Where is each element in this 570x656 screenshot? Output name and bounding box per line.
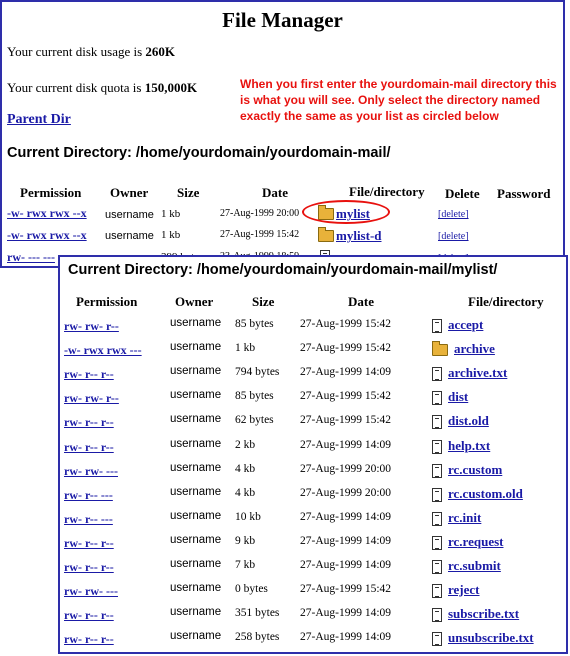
col-header-file-directory: File/directory [468,294,544,309]
file-name-link[interactable]: reject [448,582,480,598]
file-icon [432,391,442,405]
date-cell: 27-Aug-1999 20:00 [300,486,392,499]
current-directory-label: Current Directory: /home/yourdomain/yourdomain-mail/ [7,145,391,161]
file-icon [432,319,442,333]
delete-link[interactable]: [delete] [438,209,469,220]
table-row [60,558,566,582]
file-entry[interactable] [432,486,523,502]
permission-link[interactable]: rw- r-- --- [64,511,113,526]
file-manager-window [0,0,565,268]
table-row [60,534,566,558]
date-cell: 27-Aug-1999 15:42 [300,414,392,427]
size-cell: 85 bytes [235,318,274,330]
size-cell: 4 kb [235,486,256,499]
col-header-size: Size [252,294,275,309]
parent-dir-link[interactable]: Parent Dir [7,112,71,127]
file-name-link[interactable]: rc.submit [448,558,501,573]
permission-link[interactable]: rw- rw- r-- [64,319,119,333]
permission-link[interactable]: -w- rwx rwx --- [64,343,142,358]
date-cell: 27-Aug-1999 14:09 [300,607,392,620]
permission-link[interactable]: rw- rw- --- [64,584,118,599]
owner-cell: username [170,558,222,570]
file-icon [432,632,442,646]
file-entry[interactable] [432,630,534,646]
col-header-permission: Permission [76,294,138,309]
permission-link[interactable]: rw- r-- r-- [64,608,114,623]
top-row-date: 27-Aug-1999 15:42 [220,229,300,240]
file-entry[interactable] [432,438,490,454]
date-cell: 27-Aug-1999 14:09 [300,631,392,644]
col-header-size: Size [177,185,200,200]
size-cell: 2 kb [235,438,256,451]
date-cell: 27-Aug-1999 14:09 [300,366,392,379]
date-cell: 27-Aug-1999 14:09 [300,438,392,451]
file-name-link[interactable]: unsubscribe.txt [448,630,534,646]
owner-cell: username [170,461,222,474]
file-entry[interactable] [432,558,501,574]
owner-cell: username [170,365,222,378]
top-row-name-link[interactable]: mylist-d [336,228,382,243]
permission-link[interactable]: rw- r-- r-- [64,632,114,647]
owner-cell: username [170,606,222,619]
top-row-permission-link[interactable]: -w- rwx rwx --x [7,206,87,220]
size-cell: 7 kb [235,559,256,571]
file-entry[interactable] [432,462,502,478]
file-entry[interactable] [432,606,519,622]
date-cell: 27-Aug-1999 14:09 [300,534,392,547]
size-cell: 9 kb [235,534,256,547]
file-name-link[interactable]: archive.txt [448,365,508,381]
col-header-owner: Owner [175,294,214,309]
file-icon [432,415,442,429]
top-row-owner: username [105,230,154,242]
col-header-date: Date [348,294,374,309]
permission-link[interactable]: rw- r-- r-- [64,415,114,430]
disk-quota-line [7,80,197,96]
disk-usage-label: Your current disk usage is [7,44,146,59]
table-row [60,582,566,606]
file-entry[interactable] [432,534,503,550]
size-cell: 10 kb [235,510,261,523]
date-cell: 27-Aug-1999 14:09 [300,559,392,571]
size-cell: 351 bytes [235,607,280,620]
date-cell: 27-Aug-1999 15:42 [300,390,392,403]
size-cell: 4 kb [235,462,256,475]
date-cell: 27-Aug-1999 15:42 [300,583,392,596]
owner-cell: username [170,582,222,595]
top-row-permission-link[interactable]: rw- --- --- [7,250,55,264]
file-icon [432,584,442,598]
table-row [60,341,566,365]
file-icon [432,512,442,526]
owner-cell: username [170,485,222,498]
page-title: File Manager [222,8,343,32]
size-cell: 1 kb [235,342,256,355]
file-name-link[interactable]: dist [448,389,469,405]
file-icon [432,367,442,381]
disk-usage-line [7,44,175,60]
file-name-link[interactable]: help.txt [448,437,491,453]
highlight-circle [302,200,390,224]
permission-link[interactable]: rw- r-- r-- [64,535,114,550]
folder-icon [432,344,448,356]
top-row-size: 1 kb [161,208,181,220]
size-cell: 794 bytes [235,366,280,379]
file-icon [432,536,442,550]
date-cell: 27-Aug-1999 15:42 [300,318,392,330]
table-row [60,462,566,486]
file-name-link[interactable]: rc.custom.old [448,485,523,501]
delete-link[interactable]: [delete] [438,231,469,242]
file-entry[interactable] [432,341,495,357]
col-header-file-directory: File/directory [349,184,425,199]
file-entry[interactable] [432,510,481,526]
col-header-date: Date [262,185,288,200]
size-cell: 0 bytes [235,583,268,596]
table-row [60,365,566,389]
size-cell: 62 bytes [235,414,274,427]
top-row-owner: username [105,209,154,221]
col-header-delete: Delete [445,186,480,201]
disk-usage-value: 260K [145,44,176,59]
table-row [60,606,566,630]
file-icon [432,560,442,574]
file-name-link[interactable]: archive [454,341,495,357]
size-cell: 258 bytes [235,631,280,644]
file-icon [432,440,442,454]
size-cell: 85 bytes [235,390,274,403]
permission-link[interactable]: rw- r-- r-- [64,439,114,454]
owner-cell: username [170,413,222,426]
file-name-link[interactable]: rc.custom [448,461,503,477]
date-cell: 27-Aug-1999 14:09 [300,510,392,523]
owner-cell: username [170,630,222,643]
file-entry[interactable] [432,317,483,333]
folder-icon [318,230,334,242]
file-icon [432,464,442,478]
permission-link[interactable]: rw- rw- --- [64,463,118,478]
owner-cell: username [170,317,222,329]
col-header-password: Password [497,186,551,201]
disk-quota-label: Your current disk quota is [7,80,145,95]
top-row-size: 1 kb [161,229,181,241]
mylist-directory-panel [58,255,568,654]
file-icon [432,488,442,502]
file-entry[interactable] [432,389,468,405]
col-header-owner: Owner [110,185,149,200]
table-row [60,317,566,341]
table-row [60,630,566,654]
file-name-link[interactable]: subscribe.txt [448,606,520,622]
table-row [60,413,566,437]
file-name-link[interactable]: accept [448,317,484,332]
owner-cell: username [170,533,222,546]
file-entry[interactable] [432,413,489,429]
col-header-permission: Permission [20,185,82,200]
permission-link[interactable]: rw- r-- r-- [64,560,114,574]
table-row [60,438,566,462]
permission-link[interactable]: rw- rw- r-- [64,391,119,406]
current-directory-label: Current Directory: /home/yourdomain/yourdomain-mail/mylist/ [68,262,498,278]
instruction-note: When you first enter the yourdomain-mail directory this is what you will see. Only select the directory named exactly the same as your list as circled below [240,77,557,123]
file-entry[interactable] [432,582,480,598]
owner-cell: username [170,509,222,522]
file-entry[interactable] [432,365,507,381]
file-icon [432,608,442,622]
table-row [60,389,566,413]
owner-cell: username [170,437,222,450]
permission-link[interactable]: rw- r-- --- [64,487,113,502]
owner-cell: username [170,389,222,402]
table-row [60,486,566,510]
owner-cell: username [170,341,222,354]
date-cell: 27-Aug-1999 20:00 [300,462,392,475]
top-row-date: 27-Aug-1999 20:00 [220,208,300,219]
disk-quota-value: 150,000K [144,80,198,95]
table-row [60,510,566,534]
date-cell: 27-Aug-1999 15:42 [300,342,392,355]
permission-link[interactable]: rw- r-- r-- [64,367,114,382]
file-name-link[interactable]: rc.init [448,509,482,525]
file-name-link[interactable]: rc.request [448,533,504,549]
top-row-name-link[interactable]: mylist [336,206,370,221]
top-row-permission-link[interactable]: -w- rwx rwx --x [7,228,87,242]
file-name-link[interactable]: dist.old [448,413,489,429]
